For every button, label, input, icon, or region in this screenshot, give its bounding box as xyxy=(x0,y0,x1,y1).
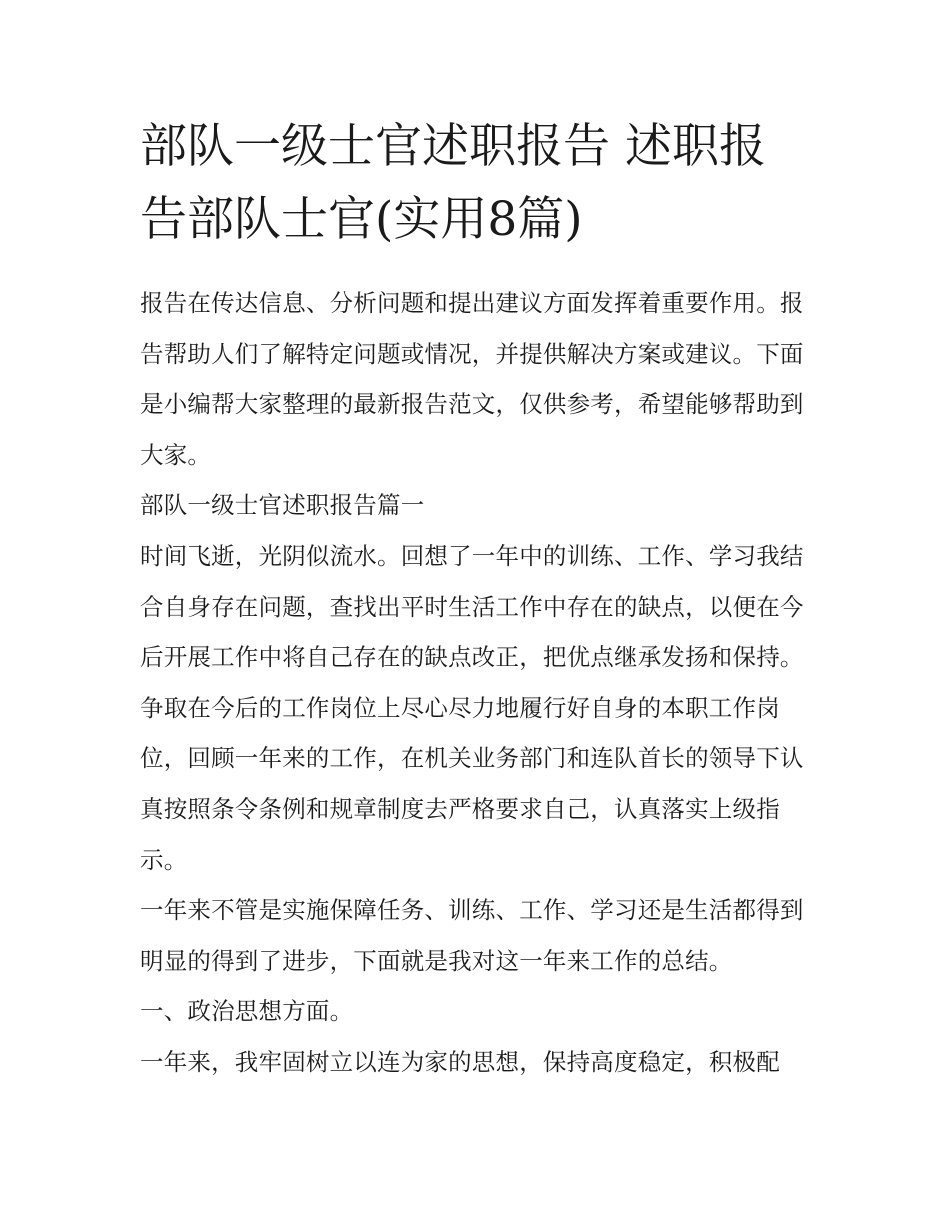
document-body xyxy=(140,278,820,1088)
title-line-2: 告部队士官(实用8篇) xyxy=(140,192,583,247)
section-heading: 部队一级士官述职报告篇一 xyxy=(140,491,425,520)
body-paragraph: 一年来不管是实施保障任务、训练、工作、学习还是生活都得到明显的得到了进步，下面就是我对这一年来工作的总结。 xyxy=(140,896,804,975)
body-paragraph: 一年来，我牢固树立以连为家的思想，保持高度稳定，积极配 xyxy=(140,1047,780,1076)
title-line-1: 部队一级士官述职报告 述职报 xyxy=(140,119,766,174)
intro-paragraph: 报告在传达信息、分析问题和提出建议方面发挥着重要作用。报告帮助人们了解特定问题或情况，并提供解决方案或建议。下面是小编帮大家整理的最新报告范文，仅供参考，希望能够帮助到大家。 xyxy=(140,289,804,469)
subsection-heading: 一、政治思想方面。 xyxy=(140,997,354,1026)
body-paragraph: 时间飞逝，光阴似流水。回想了一年中的训练、工作、学习我结合自身存在问题，查找出平时生活工作中存在的缺点，以便在今后开展工作中将自己存在的缺点改正，把优点继承发扬和保持。争取在今后的工作岗位上尽心尽力地履行好自身的本职工作岗位，回顾一年来的工作，在机关业务部门和连队首长的领导下认真按照条令条例和规章制度去严格要求自己，认真落实上级指示。 xyxy=(140,541,804,874)
document-title xyxy=(140,110,820,256)
